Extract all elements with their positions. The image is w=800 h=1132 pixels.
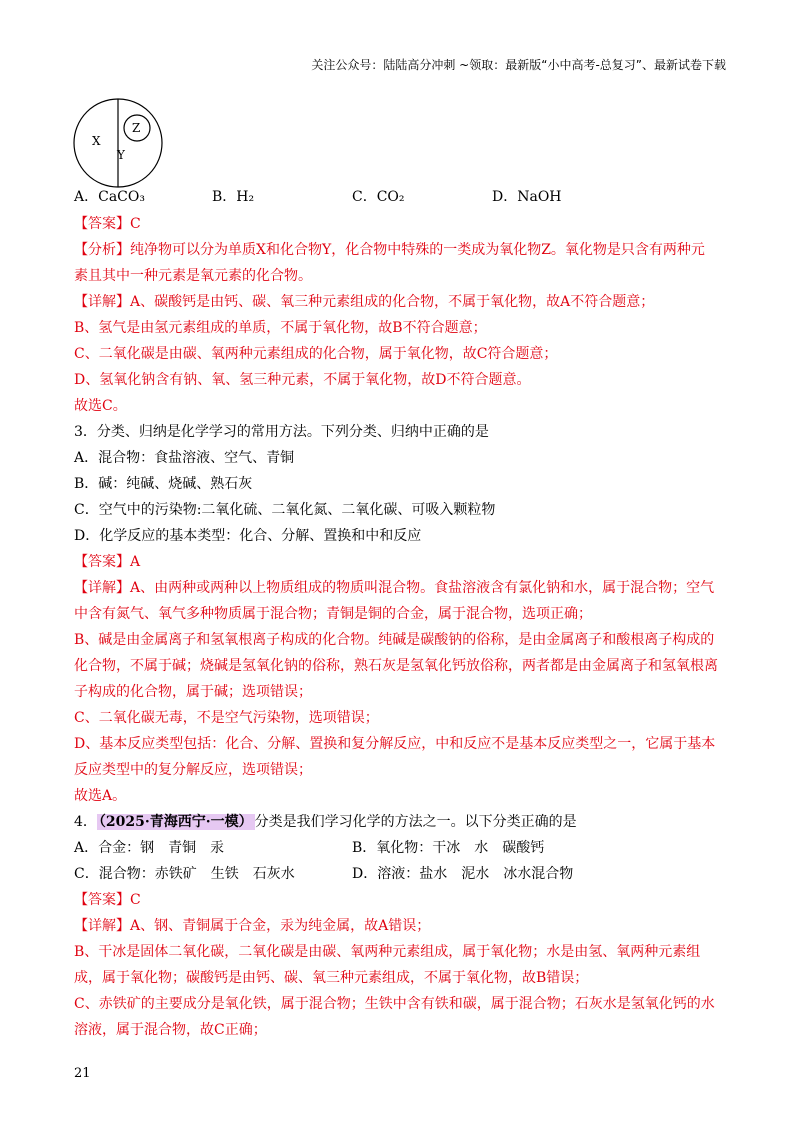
- q4-answer: 【答案】C: [74, 892, 141, 908]
- q3-stem: 3．分类、归纳是化学学习的常用方法。下列分类、归纳中正确的是: [74, 424, 489, 440]
- diagram-x-label: X: [92, 134, 101, 148]
- q3-option-d: D．化学反应的基本类型：化合、分解、置换和中和反应: [74, 528, 422, 544]
- page-header: 关注公众号：陆陆高分冲刺 ~领取：最新版“小中高考-总复习”、最新试卷下载: [311, 58, 726, 72]
- q4-detail-line: 溶液，属于混合物，故C正确；: [74, 1022, 267, 1038]
- q2-conclusion: 故选C。: [74, 398, 127, 414]
- q3-detail-line: B、碱是由金属离子和氢氧根离子构成的化合物。纯碱是碳酸钠的俗称，是由金属离子和酸根离子构成的: [74, 632, 715, 648]
- q4-detail-line: C、赤铁矿的主要成分是氧化铁，属于混合物；生铁中含有铁和碳，属于混合物；石灰水是氢氧化钙的水: [74, 996, 715, 1012]
- q3-conclusion: 故选A。: [74, 788, 127, 804]
- q3-detail-line: 中含有氮气、氧气多种物质属于混合物；青铜是铜的合金，属于混合物，选项正确；: [74, 606, 592, 622]
- q2-option-a: A．CaCO₃: [74, 189, 145, 205]
- q4-source-tag: （2025·青海西宁·一模）: [98, 814, 253, 830]
- q3-option-a: A．混合物：食盐溶液、空气、青铜: [74, 450, 295, 466]
- q2-analysis-line: 【分析】纯净物可以分为单质X和化合物Y，化合物中特殊的一类成为氧化物Z。氧化物是只含有两种元: [74, 242, 705, 258]
- q3-detail-line: 【详解】A、由两种或两种以上物质组成的物质叫混合物。食盐溶液含有氯化钠和水，属于混合物；空气: [74, 580, 715, 596]
- q3-detail-line: 化合物，不属于碱；烧碱是氢氧化钠的俗称，熟石灰是氢氧化钙放俗称，两者都是由金属离子和氢氧根离: [74, 658, 718, 674]
- q2-option-d: D．NaOH: [492, 189, 562, 205]
- q3-option-c: C．空气中的污染物:二氧化硫、二氧化氮、二氧化碳、可吸入颗粒物: [74, 502, 496, 518]
- q4-stem-line: [74, 811, 577, 831]
- q4-option-c: C．混合物：赤铁矿 生铁 石灰水: [74, 866, 295, 882]
- page-number: 21: [74, 1066, 91, 1081]
- q4-option-b: B．氧化物：干冰 水 碳酸钙: [352, 840, 545, 856]
- q3-detail-line: 子构成的化合物，属于碱；选项错误；: [74, 684, 312, 700]
- q4-detail-line: 成，属于氧化物；碳酸钙是由钙、碳、氧三种元素组成，不属于氧化物，故B错误；: [74, 970, 589, 986]
- q4-option-d: D．溶液：盐水 泥水 冰水混合物: [352, 866, 574, 882]
- q2-detail-line: B、氢气是由氢元素组成的单质，不属于氧化物，故B不符合题意；: [74, 320, 487, 336]
- classification-diagram: [72, 97, 164, 189]
- q3-detail-line: 反应类型中的复分解反应，选项错误；: [74, 762, 312, 778]
- q3-answer: 【答案】A: [74, 554, 141, 570]
- q4-number: 4．: [74, 814, 97, 830]
- q4-detail-line: B、干冰是固体二氧化碳，二氧化碳是由碳、氧两种元素组成，属于氧化物；水是由氢、氧两种元素组: [74, 944, 701, 960]
- q3-detail-line: C、二氧化碳无毒，不是空气污染物，选项错误；: [74, 710, 379, 726]
- diagram-y-label: Y: [117, 148, 125, 162]
- q2-analysis-line: 素且其中一种元素是氧元素的化合物。: [74, 268, 312, 284]
- q3-option-b: B．碱：纯碱、烧碱、熟石灰: [74, 476, 253, 492]
- q2-answer: 【答案】C: [74, 216, 141, 232]
- q3-detail-line: D、基本反应类型包括：化合、分解、置换和复分解反应，中和反应不是基本反应类型之一，它属于基本: [74, 736, 716, 752]
- q2-option-b: B．H₂: [212, 189, 255, 205]
- q4-stem: 分类是我们学习化学的方法之一。以下分类正确的是: [254, 814, 577, 830]
- q4-option-a: A．合金：钢 青铜 汞: [74, 840, 225, 856]
- q4-detail-line: 【详解】A、钢、青铜属于合金，汞为纯金属，故A错误；: [74, 918, 431, 934]
- q2-detail-line: 【详解】A、碳酸钙是由钙、碳、氧三种元素组成的化合物，不属于氧化物，故A不符合题意；: [74, 294, 655, 310]
- q2-option-c: C．CO₂: [352, 189, 405, 205]
- q2-detail-line: C、二氧化碳是由碳、氧两种元素组成的化合物，属于氧化物，故C符合题意；: [74, 346, 558, 362]
- diagram-z-label: Z: [132, 121, 141, 135]
- q2-detail-line: D、氢氧化钠含有钠、氧、氢三种元素，不属于氧化物，故D不符合题意。: [74, 372, 531, 388]
